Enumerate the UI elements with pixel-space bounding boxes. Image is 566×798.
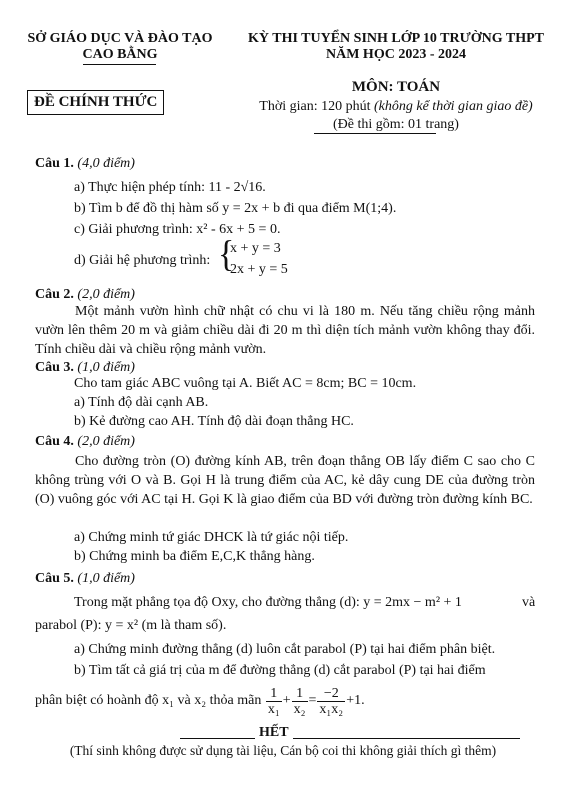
fraction-1-over-x2: $\frac{1}{\text{x₂}}$ xyxy=(293,685,306,717)
end-marker: HẾT xyxy=(255,724,293,742)
system-equation-1: x + y = 3 xyxy=(230,241,281,256)
q5-condition-prefix: phân biệt có hoành độ x₁ và x₂ thỏa mãn xyxy=(35,693,262,708)
q5-line-1: Trong mặt phẳng tọa độ Oxy, cho đường thẳng (d): y = 2mx − m² + 1 xyxy=(74,595,462,610)
q1-heading: Câu 1. (4,0 điểm) xyxy=(35,156,135,171)
page-count-underline xyxy=(314,133,436,134)
plus-one-tail: +1. xyxy=(346,693,365,708)
time-allowed: Thời gian: 120 phút (không kể thời gian giao đề) xyxy=(259,99,533,114)
department-name: SỞ GIÁO DỤC VÀ ĐÀO TẠO xyxy=(27,31,213,46)
q2-heading: Câu 2. (2,0 điểm) xyxy=(35,287,135,302)
system-equation-2: 2x + y = 5 xyxy=(230,262,288,277)
q4-heading: Câu 4. (2,0 điểm) xyxy=(35,434,135,449)
q1-part-b: b) Tìm b để đồ thị hàm số y = 2x + b đi qua điểm M(1;4). xyxy=(74,201,397,216)
q1-part-c: c) Giải phương trình: x² - 6x + 5 = 0. xyxy=(74,222,281,237)
exam-title: KỲ THI TUYỂN SINH LỚP 10 TRƯỜNG THPT xyxy=(247,31,544,46)
q4-part-a: a) Chứng minh tứ giác DHCK là tứ giác nội tiếp. xyxy=(74,530,349,545)
q5-part-a: a) Chứng minh đường thẳng (d) luôn cắt parabol (P) tại hai điểm phân biệt. xyxy=(74,642,496,657)
province-underline xyxy=(83,64,156,65)
q3-part-b: b) Kẻ đường cao AH. Tính độ dài đoạn thẳng HC. xyxy=(74,414,354,429)
school-year: NĂM HỌC 2023 - 2024 xyxy=(326,47,466,62)
subject-title: MÔN: TOÁN xyxy=(351,79,441,95)
end-rule xyxy=(180,738,520,739)
equals-sign: = xyxy=(308,693,317,708)
q4-text: Cho đường tròn (O) đường kính AB, trên đoạn thẳng OB lấy điểm C sao cho C không trùng với O và B. Gọi H là trung điểm của AC, kẻ dây cung DE của đường tròn (O) vuông góc với AC tại H. Gọi K là giao điểm của BD với đường tròn đường kính BC. xyxy=(35,454,535,507)
q5-condition xyxy=(35,679,365,723)
q3-part-a: a) Tính độ dài cạnh AB. xyxy=(74,395,209,410)
q5-line-2: parabol (P): y = x² (m là tham số). xyxy=(35,618,227,633)
fraction-minus2-over-x1x2: $\frac{-2}{\text{x₁x₂}}$ xyxy=(319,685,344,717)
q3-text: Cho tam giác ABC vuông tại A. Biết AC = 8cm; BC = 10cm. xyxy=(74,376,417,391)
footer-note: (Thí sinh không được sử dụng tài liệu, Cán bộ coi thi không giải thích gì thêm) xyxy=(69,743,497,758)
system-brace: { xyxy=(218,234,235,275)
q2-text: Một mảnh vườn hình chữ nhật có chu vi là 180 m. Nếu tăng chiều rộng mảnh vườn lên thêm 20 m và giảm chiều dài đi 20 m thì diện tích mảnh vườn không thay đổi. Tính chiều dài và chiều rộng mảnh vườn. xyxy=(35,304,535,357)
q5-part-b: b) Tìm tất cả giá trị của m để đường thẳng (d) cắt parabol (P) tại hai điểm xyxy=(74,663,486,678)
province-name: CAO BẰNG xyxy=(82,47,158,62)
page-count-note: (Đề thi gồm: 01 trang) xyxy=(333,117,459,132)
official-exam-badge: ĐỀ CHÍNH THỨC xyxy=(27,90,164,115)
q1-part-d-label: d) Giải hệ phương trình: xyxy=(74,253,211,268)
q5-heading: Câu 5. (1,0 điểm) xyxy=(35,571,135,586)
fraction-1-over-x1: $\frac{1}{\text{x₁}}$ xyxy=(267,685,280,717)
q4-part-b: b) Chứng minh ba điểm E,C,K thẳng hàng. xyxy=(74,549,315,564)
q1-part-a: a) Thực hiện phép tính: 11 - 2√16. xyxy=(74,180,266,195)
plus-sign: + xyxy=(282,693,291,708)
q3-heading: Câu 3. (1,0 điểm) xyxy=(35,360,135,375)
q5-line-1-and: và xyxy=(522,595,536,610)
